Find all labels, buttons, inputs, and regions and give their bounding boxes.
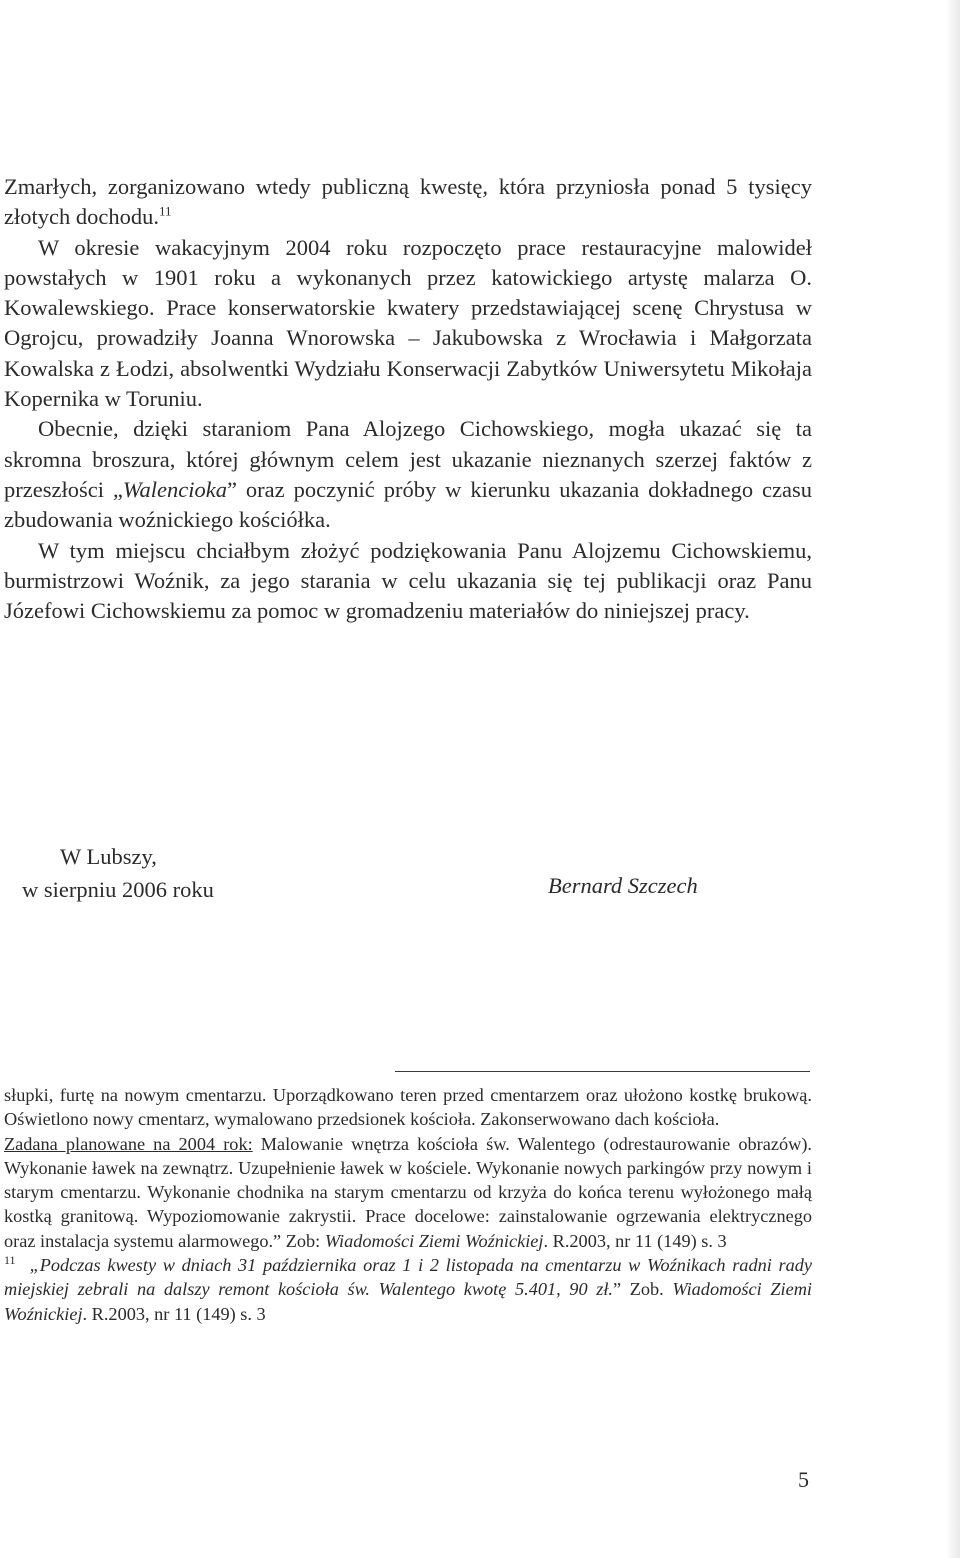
footnote-11-source-rest: . R.2003, nr 11 (149) s. 3 [82, 1303, 266, 1324]
footnote-10 [4, 1083, 812, 1253]
place: W Lubszy, [60, 844, 157, 869]
paragraph-2: W okresie wakacyjnym 2004 roku rozpoczęto prace restauracyjne malowideł powstałych w 1901 roku a wykonanych przez katowickiego artystę malarza O. Kowalewskiego. Prace konserwatorskie kwatery przedstawiającej scenę Chrystusa w Ogrojcu, prowadziły Joanna Wnorowska – Jakubowska z Wrocławia i Małgorzata Kowalska z Łodzi, absolwentki Wydziału Konserwacji Zabytków Uniwersytetu Mikołaja Kopernika w Toruniu. [4, 234, 812, 412]
footnote-11-number: 11 [4, 1252, 16, 1267]
paragraph-4: W tym miejscu chciałbym złożyć podziękowania Panu Alojzemu Cichowskiemu, burmistrzowi Woźnik, za jego starania w celu ukazania się tej publikacji oraz Panu Józefowi Cichowskiemu za pomoc w gromadzeniu materiałów do niniejszej pracy. [4, 537, 812, 624]
footnote-11 [4, 1253, 812, 1326]
paragraph-1 [4, 172, 812, 233]
footnote-ref-11: 11 [158, 203, 172, 219]
footnote-10-underlined: Zadana planowane na 2004 rok: [4, 1133, 253, 1154]
footnote-10-source: Wiadomości Ziemi Woźnickiej [324, 1230, 544, 1251]
paragraph-1-text: Zmarłych, zorganizowano wtedy publiczną kwestę, która przyniosła ponad 5 tysięcy złotych dochodu. [4, 174, 812, 230]
paragraph-3 [4, 414, 812, 535]
footnote-10-text: słupki, furtę na nowym cmentarzu. Uporządkowano teren przed cmentarzem oraz ułożono kostkę brukową. Oświetlono nowy cmentarz, wymalowano przedsionek kościoła. Zakonserwowano dach kościoła. [4, 1085, 812, 1130]
page-edge-shadow [946, 0, 960, 1558]
footnote-10-rest: Malowanie wnętrza kościoła św. Walentego (odrestaurowanie obrazów). Wykonanie ławek na zewnątrz. Uzupełnienie ławek w kościele. Wykonanie nowych parkingów przy nowym i starym cmentarzu. Wykonanie chodnika na starym cmentarzu od krzyża do końca terenu wyłożonego małą kostką granitową. Wypoziomowanie zakrystii. Prace docelowe: zainstalowanie ogrzewania elektrycznego oraz instalacja systemu alarmowego.” Zob: [4, 1133, 812, 1251]
footnote-separator [395, 1071, 810, 1072]
page-number: 5 [798, 1467, 809, 1492]
footnote-10-source-rest: . R.2003, nr 11 (149) s. 3 [543, 1230, 727, 1251]
place-and-date [22, 840, 214, 906]
paragraph-3-start: Obecnie, dzięki staraniom Pana Alojzego Cichowskiego, mogła ukazać się ta skromna broszura, której głównym celem jest ukazanie nieznanych szerzej faktów z przeszłości „ [4, 416, 812, 502]
footnotes [4, 1083, 812, 1326]
date: w sierpniu 2006 roku [22, 877, 214, 902]
main-text [4, 172, 812, 626]
footnote-11-source: Wiadomości Ziemi Woźnickiej [4, 1279, 812, 1324]
footnote-11-quote: „Podczas kwesty w dniach 31 października oraz 1 i 2 listopada na cmentarzu w Woźnikach radni rady miejskiej zebrali na dalszy remont kościoła św. Walentego kwotę 5.401, 90 zł. [4, 1255, 812, 1300]
footnote-11-mid: ” Zob. [612, 1279, 673, 1300]
author-signature: Bernard Szczech [548, 873, 698, 898]
paragraph-3-italic-title: Walencioka [122, 476, 228, 502]
paragraph-3-end: ” oraz poczynić próby w kierunku ukazania dokładnego czasu zbudowania woźnickiego kościółka. [4, 476, 812, 533]
